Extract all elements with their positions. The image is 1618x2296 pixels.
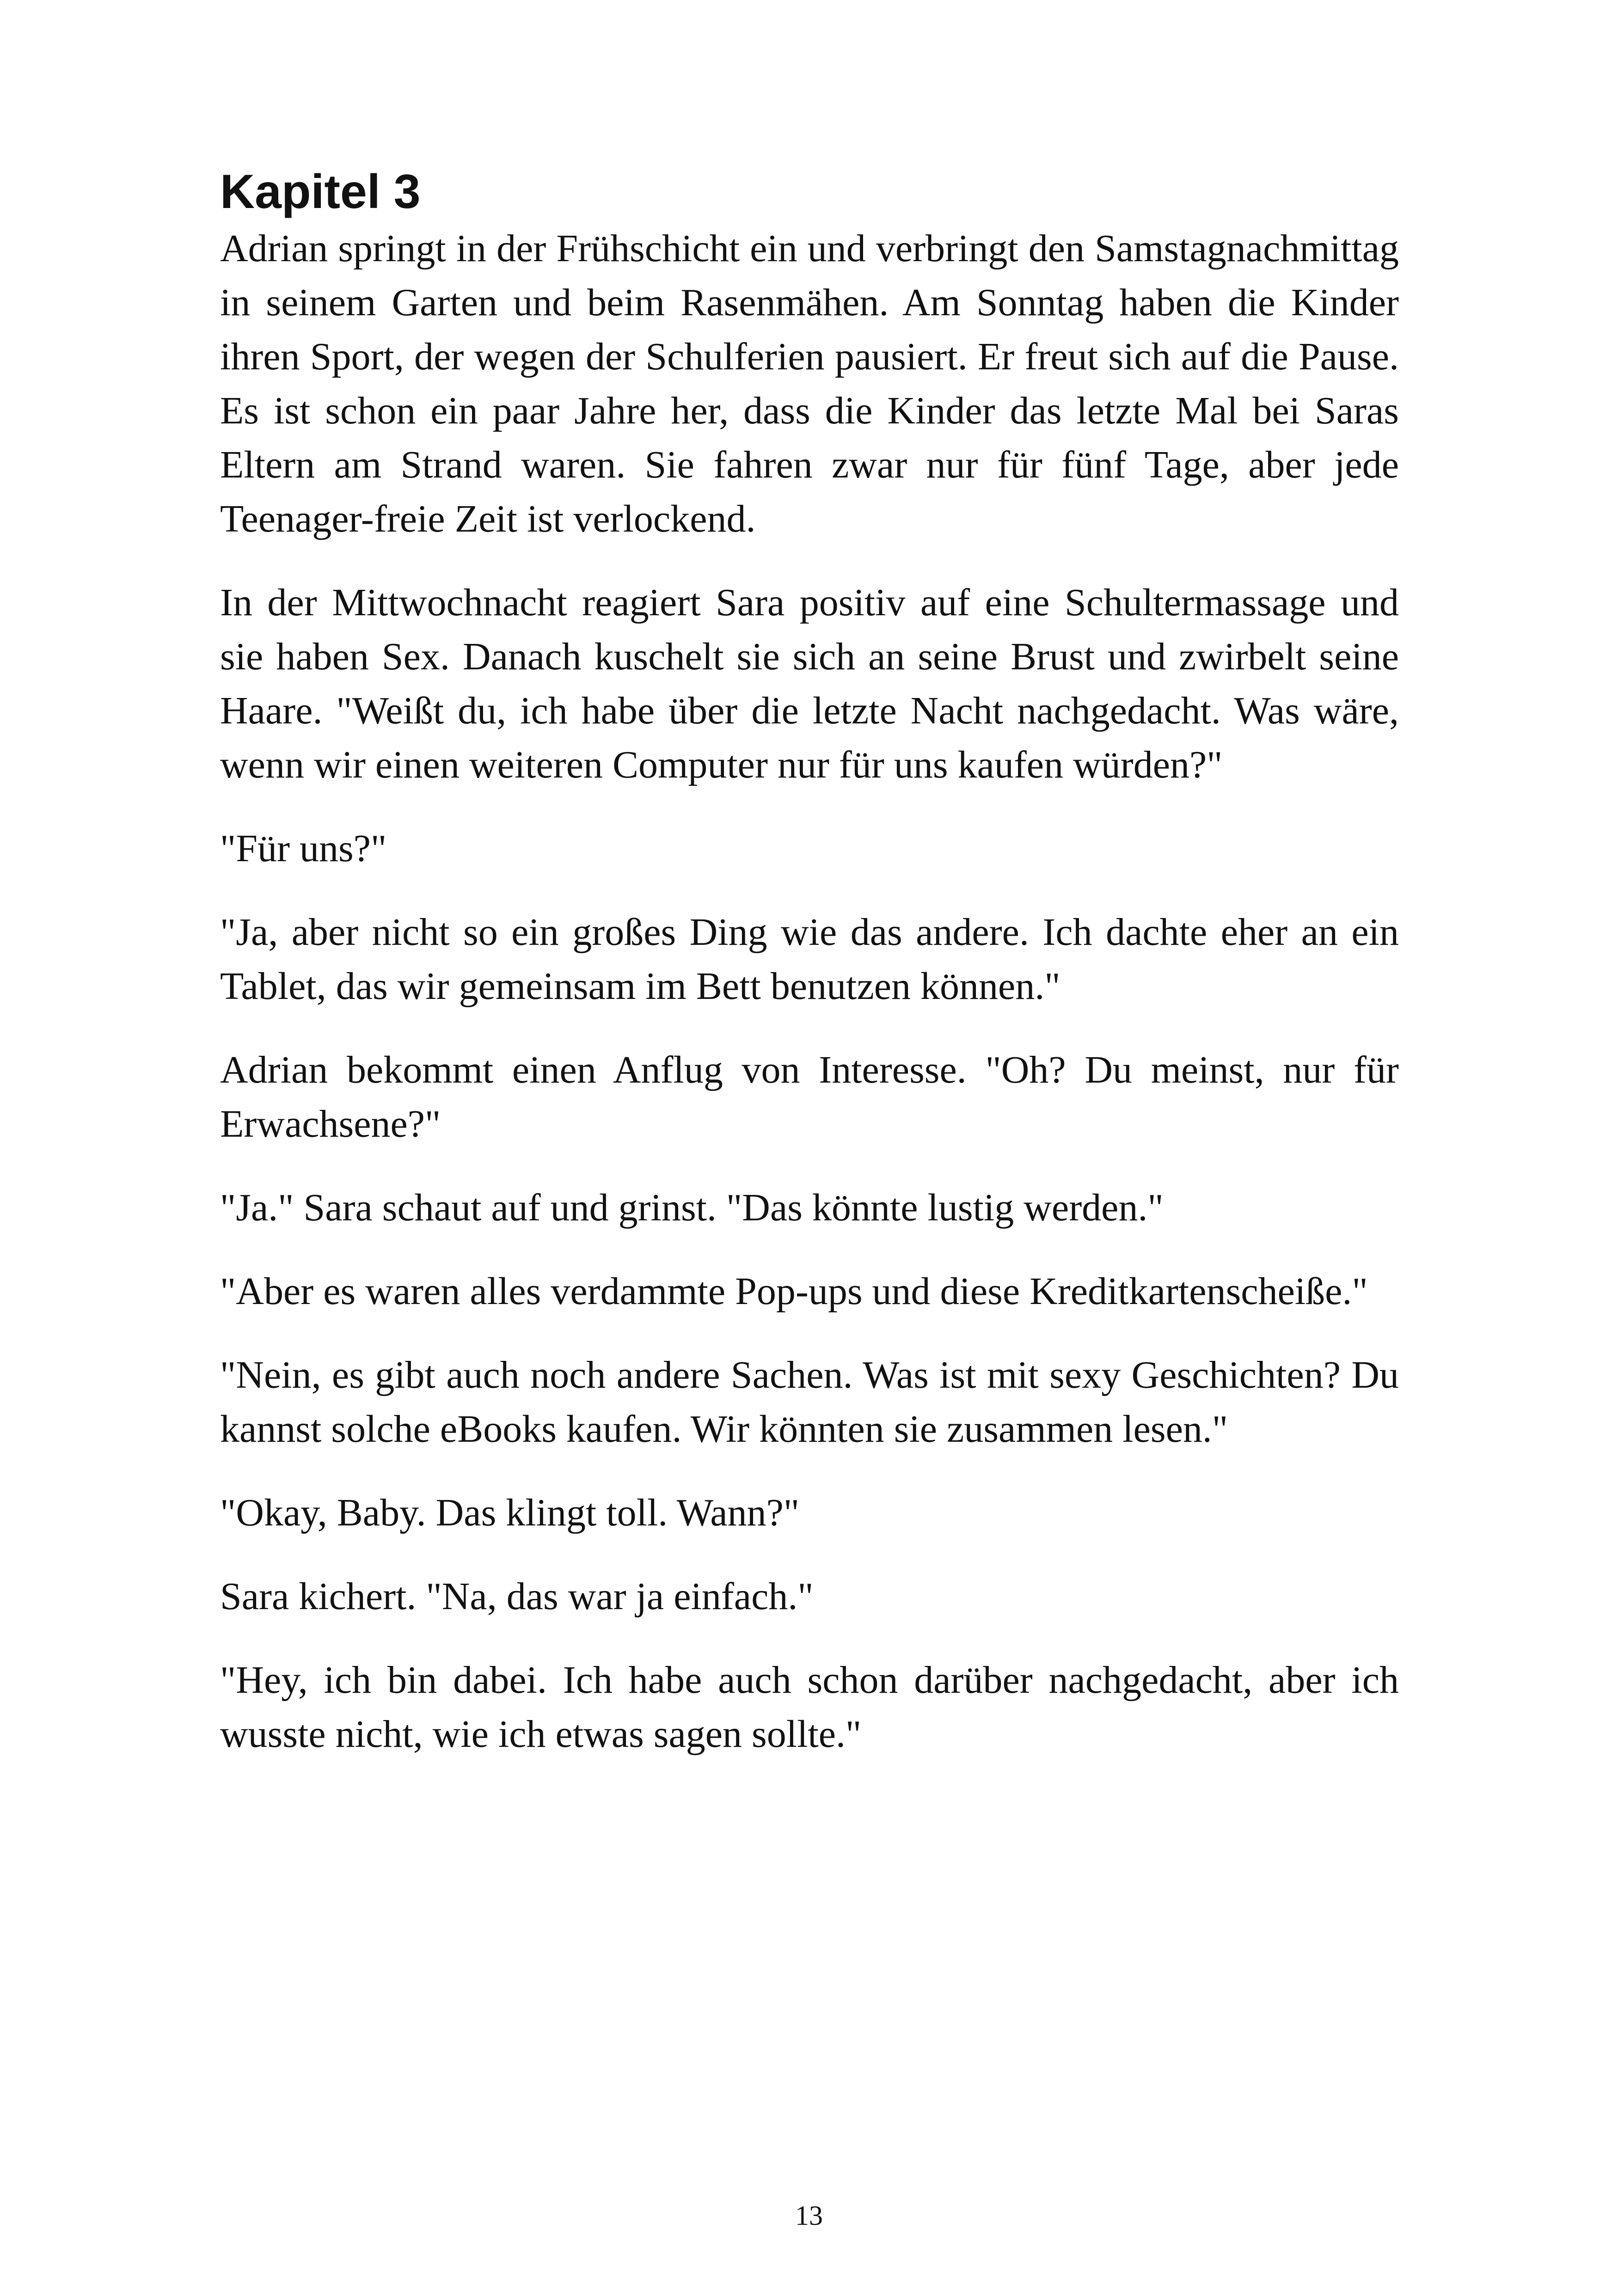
paragraph: Adrian bekommt einen Anflug von Interesse. "Oh? Du meinst, nur für Erwachsene?" bbox=[220, 1048, 1399, 1145]
paragraph: "Nein, es gibt auch noch andere Sachen. Was ist mit sexy Geschichten? Du kannst solche eBooks kaufen. Wir könnten sie zusammen lesen." bbox=[220, 1353, 1399, 1451]
paragraph: "Für uns?" bbox=[220, 827, 387, 870]
paragraph: "Okay, Baby. Das klingt toll. Wann?" bbox=[220, 1491, 800, 1534]
paragraph: "Hey, ich bin dabei. Ich habe auch schon darüber nachgedacht, aber ich wusste nicht, wie ich etwas sagen sollte." bbox=[220, 1659, 1399, 1756]
paragraph: "Ja." Sara schaut auf und grinst. "Das könnte lustig werden." bbox=[220, 1186, 1164, 1229]
paragraph: In der Mittwochnacht reagiert Sara positiv auf eine Schultermassage und sie haben Sex. Danach kuschelt sie sich an seine Brust und zwirbelt seine Haare. "Weißt du, ich habe über die letzte Nacht nachgedacht. Was wäre, wenn wir einen weiteren Computer nur für uns kaufen würden?" bbox=[220, 581, 1399, 786]
page-content bbox=[220, 164, 1399, 1791]
paragraph: Sara kichert. "Na, das war ja einfach." bbox=[220, 1575, 814, 1618]
chapter-title: Kapitel 3 bbox=[220, 165, 421, 219]
paragraph: "Ja, aber nicht so ein großes Ding wie das andere. Ich dachte eher an ein Tablet, das wir gemeinsam im Bett benutzen können." bbox=[220, 911, 1399, 1008]
paragraph: Adrian springt in der Frühschicht ein und verbringt den Samstagnachmittag in seinem Garten und beim Rasenmähen. Am Sonntag haben die Kinder ihren Sport, der wegen der Schulferien pausiert. Er freut sich auf die Pause. Es ist schon ein paar Jahre her, dass die Kinder das letzte Mal bei Saras Eltern am Strand waren. Sie fahren zwar nur für fünf Tage, aber jede Teenager-freie Zeit ist verlockend. bbox=[220, 227, 1399, 540]
page-number: 13 bbox=[795, 2200, 823, 2231]
paragraph: "Aber es waren alles verdammte Pop-ups und diese Kreditkartenscheiße." bbox=[220, 1270, 1368, 1313]
